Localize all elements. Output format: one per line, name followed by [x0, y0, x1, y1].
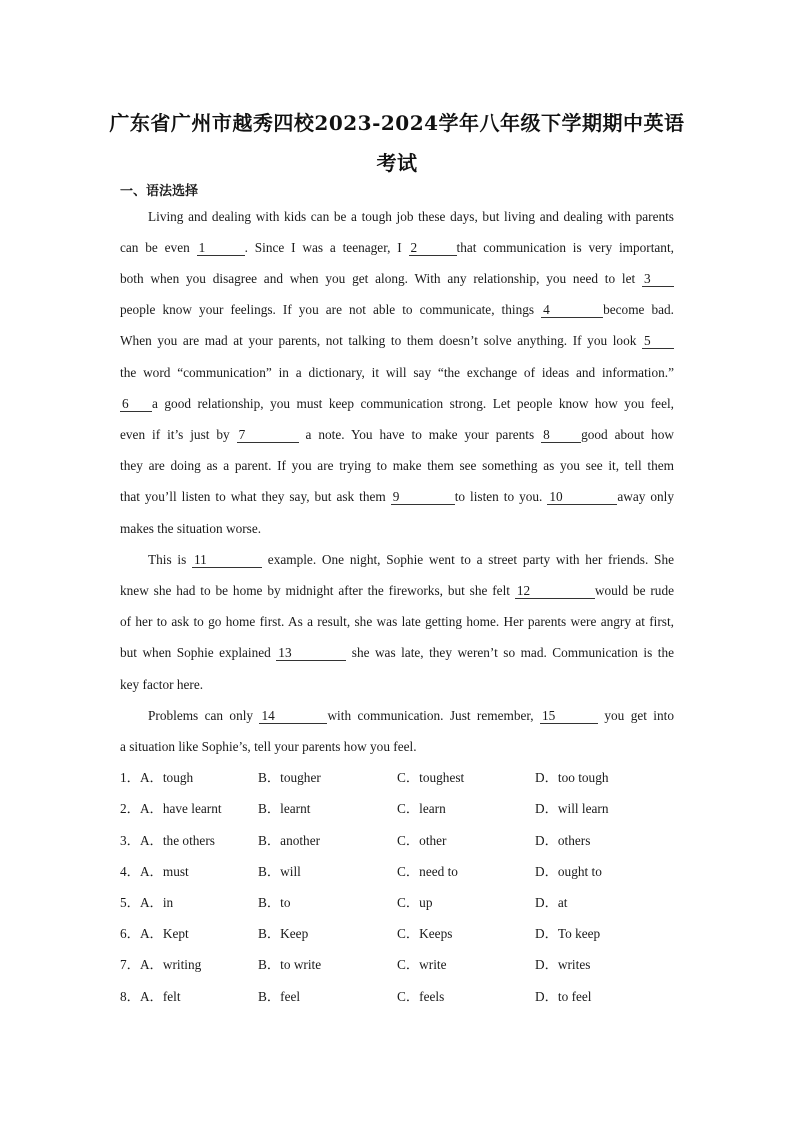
passage-text: Problems can only — [148, 708, 254, 723]
option-d[interactable]: D．at — [535, 895, 568, 910]
passage-text: they are doing as a parent. If you are trying to make them see something as you see it, tell them — [120, 458, 674, 473]
passage-text: away only — [617, 489, 674, 504]
blank-11[interactable]: 11 — [192, 553, 262, 568]
blank-14[interactable]: 14 — [259, 709, 327, 724]
option-c[interactable]: C．learn — [397, 801, 446, 816]
passage-line — [120, 332, 674, 350]
option-a[interactable]: A．the others — [139, 833, 215, 848]
section-heading: 一、语法选择 — [120, 184, 199, 199]
passage-text: . Since I was a teenager, I — [244, 240, 402, 255]
option-a[interactable]: A．Kept — [139, 926, 189, 941]
passage-text: would be rude — [594, 583, 674, 598]
option-c[interactable]: C．toughest — [397, 770, 465, 785]
option-c[interactable]: C．write — [397, 957, 447, 972]
page-title: 广东省广州市越秀四校2023-2024学年八年级下学期期中英语 — [109, 111, 685, 135]
blank-2[interactable]: 2 — [409, 241, 457, 256]
question-row — [120, 988, 720, 1006]
question-number-and-option-a: 4．A．must — [120, 864, 189, 879]
option-d[interactable]: D．too tough — [535, 770, 609, 785]
blank-8[interactable]: 8 — [541, 428, 581, 443]
passage-line — [120, 488, 674, 506]
passage-text: that you’ll listen to what they say, but ask them — [120, 489, 386, 504]
question-number-and-option-a: 6．A．Kept — [120, 926, 189, 941]
passage-text: This is — [148, 552, 187, 567]
option-d[interactable]: D．To keep — [535, 926, 601, 941]
passage-text: can be even — [120, 240, 190, 255]
passage-text: Living and dealing with kids can be a tough job these days, but living and dealing with parents — [148, 209, 674, 224]
blank-12[interactable]: 12 — [515, 584, 595, 599]
option-b[interactable]: B．will — [258, 864, 301, 879]
passage-text: the word “communication” in a dictionary, it will say “the exchange of ideas and information.” — [120, 365, 674, 380]
passage-line — [120, 738, 674, 756]
passage-text: a good relationship, you must keep communication strong. Let people know how you feel, — [152, 396, 674, 411]
option-c[interactable]: C．Keeps — [397, 926, 453, 941]
question-number-and-option-a: 2．A．have learnt — [120, 801, 222, 816]
option-a[interactable]: A．in — [139, 895, 174, 910]
passage-line — [148, 707, 674, 725]
option-d[interactable]: D．to feel — [535, 989, 592, 1004]
passage-line — [120, 364, 674, 382]
option-c[interactable]: C．up — [397, 895, 433, 910]
question-row — [120, 894, 720, 912]
passage-text: but when Sophie explained — [120, 645, 271, 660]
question-number-and-option-a: 7．A．writing — [120, 957, 202, 972]
option-b[interactable]: B．Keep — [258, 926, 309, 941]
passage-text: she was late, they weren’t so mad. Communication is the — [351, 645, 674, 660]
passage-text: people know your feelings. If you are not able to communicate, things — [120, 302, 535, 317]
passage-line — [148, 551, 674, 569]
question-row — [120, 769, 720, 787]
option-c[interactable]: C．feels — [397, 989, 445, 1004]
option-c[interactable]: C．need to — [397, 864, 458, 879]
passage-text: of her to ask to go home first. As a result, she was late getting home. Her parents were angry at first, — [120, 614, 674, 629]
question-number-and-option-a: 8．A．felt — [120, 989, 181, 1004]
option-b[interactable]: B．learnt — [258, 801, 311, 816]
passage-text: When you are mad at your parents, not talking to them doesn’t solve anything. If you look — [120, 333, 637, 348]
blank-6[interactable]: 6 — [120, 397, 152, 412]
blank-13[interactable]: 13 — [276, 646, 346, 661]
passage-text: a note. You have to make your parents — [305, 427, 535, 442]
passage-line — [120, 676, 674, 694]
option-a[interactable]: A．writing — [139, 957, 202, 972]
question-number-and-option-a: 3．A．the others — [120, 833, 215, 848]
question-number-and-option-a: 5．A．in — [120, 895, 174, 910]
option-b[interactable]: B．to write — [258, 957, 322, 972]
option-a[interactable]: A．felt — [139, 989, 181, 1004]
option-a[interactable]: A．must — [139, 864, 189, 879]
question-row — [120, 863, 720, 881]
passage-line — [120, 582, 674, 600]
passage-line — [120, 239, 674, 257]
option-d[interactable]: D．others — [535, 833, 591, 848]
passage-line — [120, 395, 674, 413]
question-row — [120, 800, 720, 818]
passage-text: makes the situation worse. — [120, 521, 262, 536]
passage-line — [120, 644, 674, 662]
passage-text: both when you disagree and when you get along. With any relationship, you need to let — [120, 271, 636, 286]
option-d[interactable]: D．writes — [535, 957, 591, 972]
option-b[interactable]: B．to — [258, 895, 291, 910]
question-number-and-option-a: 1．A．tough — [120, 770, 194, 785]
passage-text: you get into — [604, 708, 674, 723]
passage-text: with communication. Just remember, — [327, 708, 534, 723]
blank-3[interactable]: 3 — [642, 272, 674, 287]
blank-1[interactable]: 1 — [197, 241, 245, 256]
option-b[interactable]: B．feel — [258, 989, 301, 1004]
passage-text: a situation like Sophie’s, tell your parents how you feel. — [120, 739, 417, 754]
option-b[interactable]: B．tougher — [258, 770, 321, 785]
passage-line — [120, 457, 674, 475]
page-title-continued: 考试 — [376, 151, 418, 175]
option-d[interactable]: D．ought to — [535, 864, 602, 879]
passage-text: good about how — [581, 427, 674, 442]
passage-text: even if it’s just by — [120, 427, 230, 442]
blank-5[interactable]: 5 — [642, 334, 674, 349]
passage-text: example. One night, Sophie went to a street party with her friends. She — [267, 552, 674, 567]
option-a[interactable]: A．have learnt — [139, 801, 222, 816]
passage-text: that communication is very important, — [456, 240, 674, 255]
blank-4[interactable]: 4 — [541, 303, 603, 318]
passage-line — [120, 426, 674, 444]
question-row — [120, 925, 720, 943]
passage-line — [120, 520, 674, 538]
question-row — [120, 956, 720, 974]
option-c[interactable]: C．other — [397, 833, 447, 848]
blank-10[interactable]: 10 — [547, 490, 617, 505]
passage-text: become bad. — [603, 302, 674, 317]
passage-line — [120, 270, 674, 288]
question-row — [120, 832, 720, 850]
passage-text: to listen to you. — [454, 489, 543, 504]
blank-7[interactable]: 7 — [237, 428, 299, 443]
blank-9[interactable]: 9 — [391, 490, 455, 505]
option-d[interactable]: D．will learn — [535, 801, 609, 816]
passage-text: key factor here. — [120, 677, 204, 692]
passage-line — [120, 613, 674, 631]
blank-15[interactable]: 15 — [540, 709, 598, 724]
option-a[interactable]: A．tough — [139, 770, 194, 785]
option-b[interactable]: B．another — [258, 833, 321, 848]
passage-text: knew she had to be home by midnight after the fireworks, but she felt — [120, 583, 510, 598]
passage-line — [120, 301, 674, 319]
passage-line — [148, 208, 674, 226]
